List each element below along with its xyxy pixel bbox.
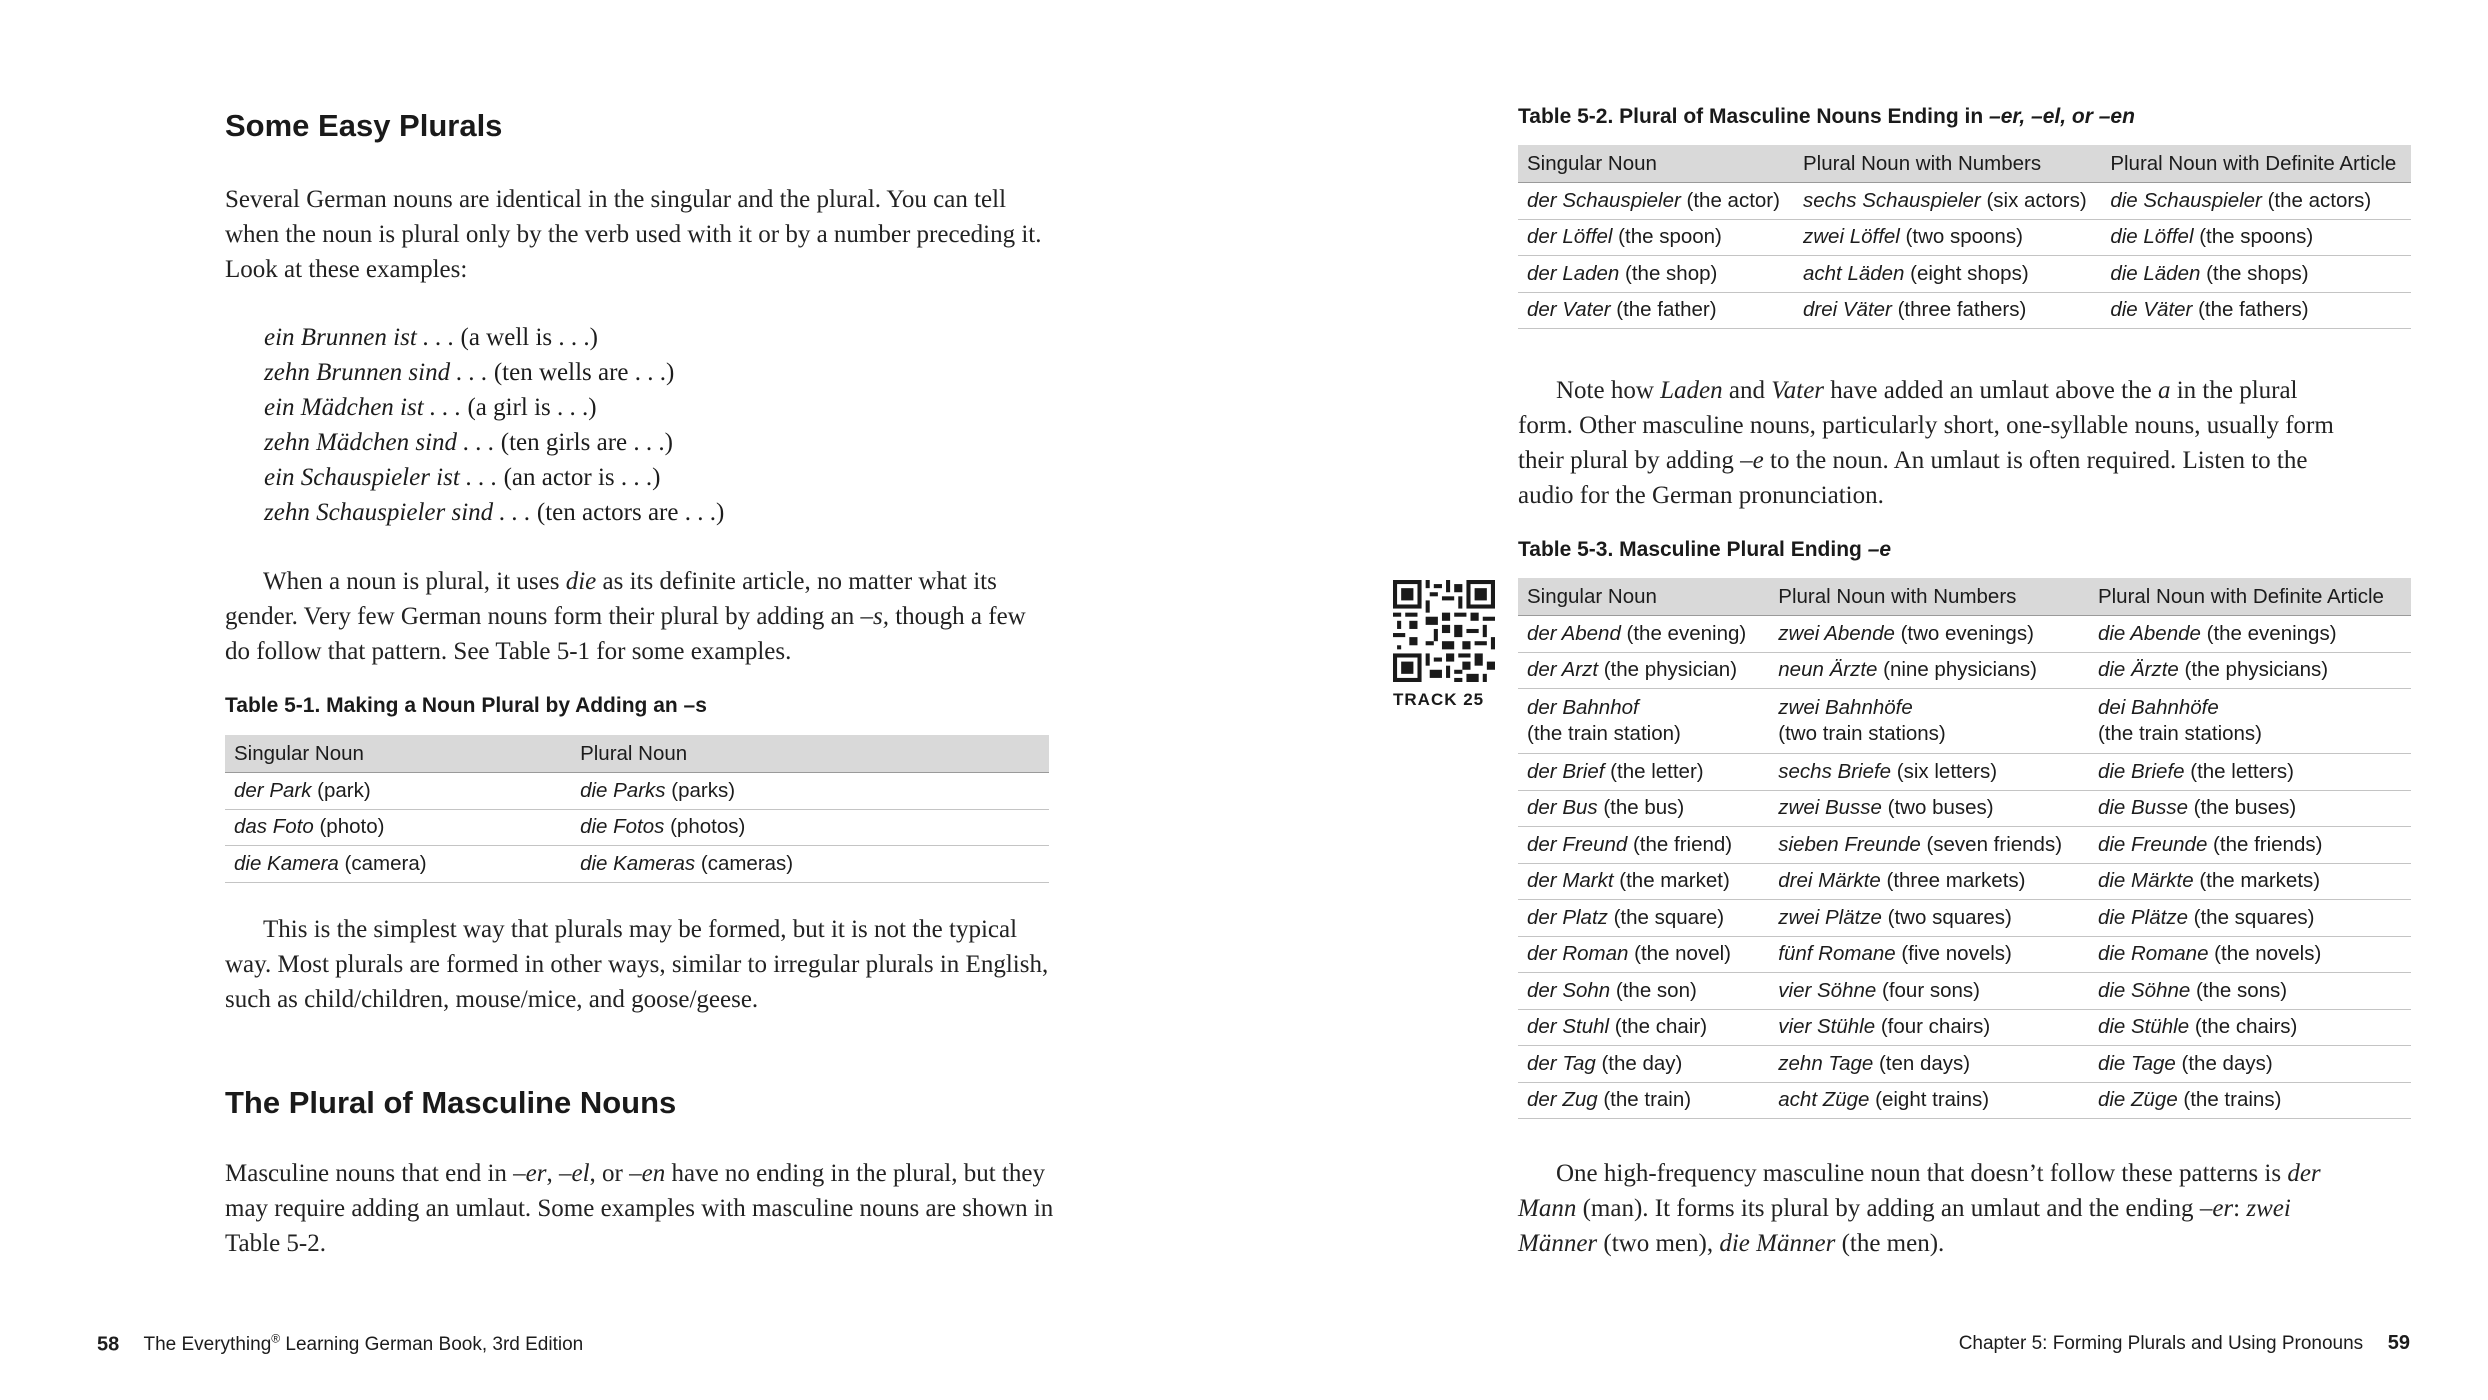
heading-some-easy-plurals: Some Easy Plurals [225,108,503,143]
footer-left [97,1332,583,1356]
table-cell: der Laden (the shop) [1518,256,1794,293]
table-cell: sechs Schauspieler (six actors) [1794,183,2101,220]
table-header-row [225,735,1049,773]
table-row [1518,689,2411,754]
table-cell: der Park (park) [225,773,571,810]
table-cell: der Sohn (the son) [1518,973,1769,1010]
column-header: Plural Noun with Definite Article [2101,145,2411,183]
table-cell: die Schauspieler (the actors) [2101,183,2411,220]
table-row [1518,827,2411,864]
table-cell: die Söhne (the sons) [2089,973,2411,1010]
example-item: ein Schauspieler ist . . . (an actor is . . .) [264,464,661,491]
table-cell: die Stühle (the chairs) [2089,1009,2411,1046]
table-cell: die Romane (the novels) [2089,936,2411,973]
table-cell: die Kameras (cameras) [571,846,1049,883]
table-row [1518,616,2411,653]
table-cell: acht Züge (eight trains) [1769,1082,2089,1119]
table-cell: die Züge (the trains) [2089,1082,2411,1119]
page-number-right: 59 [2387,1332,2410,1354]
paragraph-der-mann: One high-frequency masculine noun that doesn’t follow these patterns is der Mann (man). It forms its plural by adding an umlaut and the ending –er: zwei Männer (two men), die Männer (the men). [1518,1160,2321,1257]
table-cell: der Freund (the friend) [1518,827,1769,864]
table-cell: die Kamera (camera) [225,846,571,883]
table-cell: die Väter (the fathers) [2101,292,2411,329]
paragraph-simplest-way: This is the simplest way that plurals may be formed, but it is not the typical way. Most plurals are formed in other ways, similar to irregular plurals in English, such as child/children, mouse/mice, and goose/geese. [225,916,1049,1013]
table-cell: zwei Busse (two buses) [1769,790,2089,827]
table-cell: vier Söhne (four sons) [1769,973,2089,1010]
table-row [1518,790,2411,827]
paragraph-definite-article: When a noun is plural, it uses die as its definite article, no matter what its gender. Very few German nouns form their plural by adding an –s, though a few do follow that pattern. See Table 5-1 for some examples. [225,568,1026,665]
table-cell: fünf Romane (five novels) [1769,936,2089,973]
table-5-3-caption: Table 5-3. Masculine Plural Ending –e [1518,538,1892,561]
table-row [1518,936,2411,973]
column-header: Singular Noun [1518,145,1794,183]
table-cell: zehn Tage (ten days) [1769,1046,2089,1083]
table-5-3 [1518,578,2411,1119]
table-row [1518,1046,2411,1083]
table-cell: zwei Abende (two evenings) [1769,616,2089,653]
table-cell: zwei Löffel (two spoons) [1794,219,2101,256]
book-title: The Everything® Learning German Book, 3rd Edition [143,1332,584,1356]
table-cell: das Foto (photo) [225,809,571,846]
example-item: ein Mädchen ist . . . (a girl is . . .) [264,394,597,421]
table-cell: der Bus (the bus) [1518,790,1769,827]
track-label: TRACK 25 [1393,690,1485,709]
table-cell: der Löffel (the spoon) [1518,219,1794,256]
table-cell: der Roman (the novel) [1518,936,1769,973]
table-row [1518,183,2411,220]
table-cell: die Fotos (photos) [571,809,1049,846]
table-cell: dei Bahnhöfe (the train stations) [2089,689,2411,754]
table-cell: der Arzt (the physician) [1518,652,1769,689]
table-cell: der Platz (the square) [1518,900,1769,937]
table-cell: drei Väter (three fathers) [1794,292,2101,329]
table-row [1518,754,2411,791]
table-cell: die Abende (the evenings) [2089,616,2411,653]
table-cell: acht Läden (eight shops) [1794,256,2101,293]
column-header: Plural Noun with Definite Article [2089,578,2411,616]
table-cell: die Löffel (the spoons) [2101,219,2411,256]
table-cell: vier Stühle (four chairs) [1769,1009,2089,1046]
table-cell: die Freunde (the friends) [2089,827,2411,864]
table-cell: sechs Briefe (six letters) [1769,754,2089,791]
table-cell: die Tage (the days) [2089,1046,2411,1083]
example-item: zehn Mädchen sind . . . (ten girls are . . .) [264,429,673,456]
table-5-1 [225,735,1049,883]
table-row [1518,900,2411,937]
table-row [1518,973,2411,1010]
table-row [1518,863,2411,900]
table-cell: der Markt (the market) [1518,863,1769,900]
table-5-1-caption: Table 5-1. Making a Noun Plural by Adding an –s [225,694,707,717]
example-list [264,320,724,530]
table-cell: der Zug (the train) [1518,1082,1769,1119]
table-cell: die Briefe (the letters) [2089,754,2411,791]
table-cell: der Tag (the day) [1518,1046,1769,1083]
table-cell: neun Ärzte (nine physicians) [1769,652,2089,689]
example-item: zehn Schauspieler sind . . . (ten actors are . . .) [264,499,725,526]
table-row [1518,219,2411,256]
table-cell: zwei Plätze (two squares) [1769,900,2089,937]
table-cell: der Bahnhof (the train station) [1518,689,1769,754]
table-cell: der Stuhl (the chair) [1518,1009,1769,1046]
example-item: zehn Brunnen sind . . . (ten wells are . . .) [264,359,675,386]
table-cell: die Parks (parks) [571,773,1049,810]
table-row [1518,652,2411,689]
table-row [225,846,1049,883]
table-row [225,809,1049,846]
column-header: Plural Noun with Numbers [1794,145,2101,183]
table-cell: die Läden (the shops) [2101,256,2411,293]
intro-paragraph: Several German nouns are identical in the singular and the plural. You can tell when the noun is plural only by the verb used with it or by a number preceding it. Look at these examples: [225,186,1042,283]
table-5-2-caption: Table 5-2. Plural of Masculine Nouns Ending in –er, –el, or –en [1518,105,2135,128]
qr-code-graphic [1393,580,1495,682]
table-cell: zwei Bahnhöfe (two train stations) [1769,689,2089,754]
column-header: Plural Noun with Numbers [1769,578,2089,616]
table-row [1518,292,2411,329]
table-row [1518,1082,2411,1119]
table-5-2 [1518,145,2411,329]
table-cell: die Busse (the buses) [2089,790,2411,827]
table-row [1518,1009,2411,1046]
paragraph-umlaut-note: Note how Laden and Vater have added an umlaut above the a in the plural form. Other masculine nouns, particularly short, one-syllable nouns, usually form their plural by adding –e to the noun. An umlaut is often required. Listen to the audio for the German pronunciation. [1518,377,2334,509]
table-header-row [1518,145,2411,183]
table-cell: der Schauspieler (the actor) [1518,183,1794,220]
column-header: Plural Noun [571,735,1049,773]
table-cell: die Plätze (the squares) [2089,900,2411,937]
table-cell: die Ärzte (the physicians) [2089,652,2411,689]
column-header: Singular Noun [1518,578,1769,616]
table-cell: der Abend (the evening) [1518,616,1769,653]
table-cell: drei Märkte (three markets) [1769,863,2089,900]
footer-right [1959,1332,2410,1355]
heading-plural-masculine-nouns: The Plural of Masculine Nouns [225,1085,677,1120]
table-cell: der Brief (the letter) [1518,754,1769,791]
example-item: ein Brunnen ist . . . (a well is . . .) [264,324,598,351]
table-cell: der Vater (the father) [1518,292,1794,329]
paragraph-masculine-nouns: Masculine nouns that end in –er, –el, or –en have no ending in the plural, but they may require adding an umlaut. Some examples with masculine nouns are shown in Table 5-2. [225,1160,1054,1257]
chapter-title: Chapter 5: Forming Plurals and Using Pronouns [1958,1333,2364,1354]
table-row [1518,256,2411,293]
table-header-row [1518,578,2411,616]
column-header: Singular Noun [225,735,571,773]
table-cell: sieben Freunde (seven friends) [1769,827,2089,864]
page-number-left: 58 [97,1333,120,1356]
table-row [225,773,1049,810]
qr-code-icon[interactable] [1393,580,1495,682]
table-cell: die Märkte (the markets) [2089,863,2411,900]
